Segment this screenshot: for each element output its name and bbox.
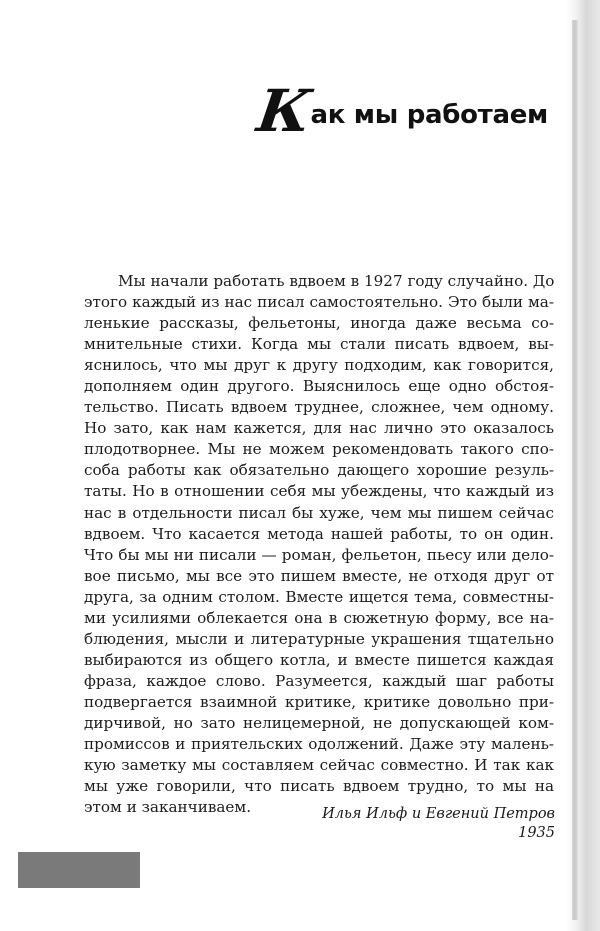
text-line: вое письмо, мы все это пишем вместе, не отходя друг от [84,566,554,585]
text-line: дирчивой, но зато нелицемерной, не допускающей ком- [84,713,554,732]
text-line: нас в отдельности писал бы хуже, чем мы пишем сейчас [84,503,554,522]
text-line: фраза, каждое слово. Разумеется, каждый шаг работы [84,671,554,690]
signature-year: 1935 [518,825,555,841]
text-line: таты. Но в отношении себя мы убеждены, что каждый из [84,482,554,501]
page-spine-shadow [572,20,578,920]
text-line: кую заметку мы составляем сейчас совместно. И так как [84,756,554,775]
text-line: блюдения, мысли и литературные украшения тщательно [84,629,554,648]
text-line: плодотворнее. Мы не можем рекомендовать такого спо- [84,440,554,459]
text-line: ленькие рассказы, фельетоны, иногда даже весьма со- [84,314,554,333]
text-line: Мы начали работать вдвоем в 1927 году случайно. До [118,272,555,290]
text-line: подвергается взаимной критике, критике довольно при- [84,692,554,711]
redaction-bar [18,852,140,888]
text-line: дополняем один другого. Выяснилось еще одно обстоя- [84,377,554,396]
text-line: этого каждый из нас писал самостоятельно. Это были ма- [84,293,554,312]
text-line: мы уже говорили, что писать вдвоем трудно, то мы на [84,777,554,796]
text-line: выбираются из общего котла, и вместе пишется каждая [84,650,554,669]
text-line: этом и заканчиваем. [84,798,252,817]
title-text: ак мы работаем [310,100,548,130]
text-line: Что бы мы ни писали — роман, фельетон, пьесу или дело- [84,545,554,564]
title-initial: К [252,77,314,145]
body-paragraph [84,271,554,818]
text-line: тельство. Писать вдвоем труднее, сложнее, чем одному. [84,398,554,417]
text-line: ми усилиями облекается она в сюжетную форму, все на- [84,608,554,627]
text-line: промиссов и приятельских одолжений. Даже эту малень- [84,735,554,754]
signature-block [322,805,555,843]
text-line: вдвоем. Что касается метода нашей работы, то он один. [84,524,554,543]
text-line: друга, за одним столом. Вместе ищется тема, совместны- [84,587,554,606]
text-line: яснилось, что мы друг к другу подходим, как говорится, [84,356,554,375]
text-line: мнительные стихи. Когда мы стали писать вдвоем, вы- [84,335,554,354]
signature-authors: Илья Ильф и Евгений Петров [322,806,555,822]
text-line: соба работы как обязательно дающего хорошие резуль- [84,461,554,480]
text-line: Но зато, как нам кажется, для нас лично это оказалось [84,419,554,438]
chapter-title [252,77,548,145]
